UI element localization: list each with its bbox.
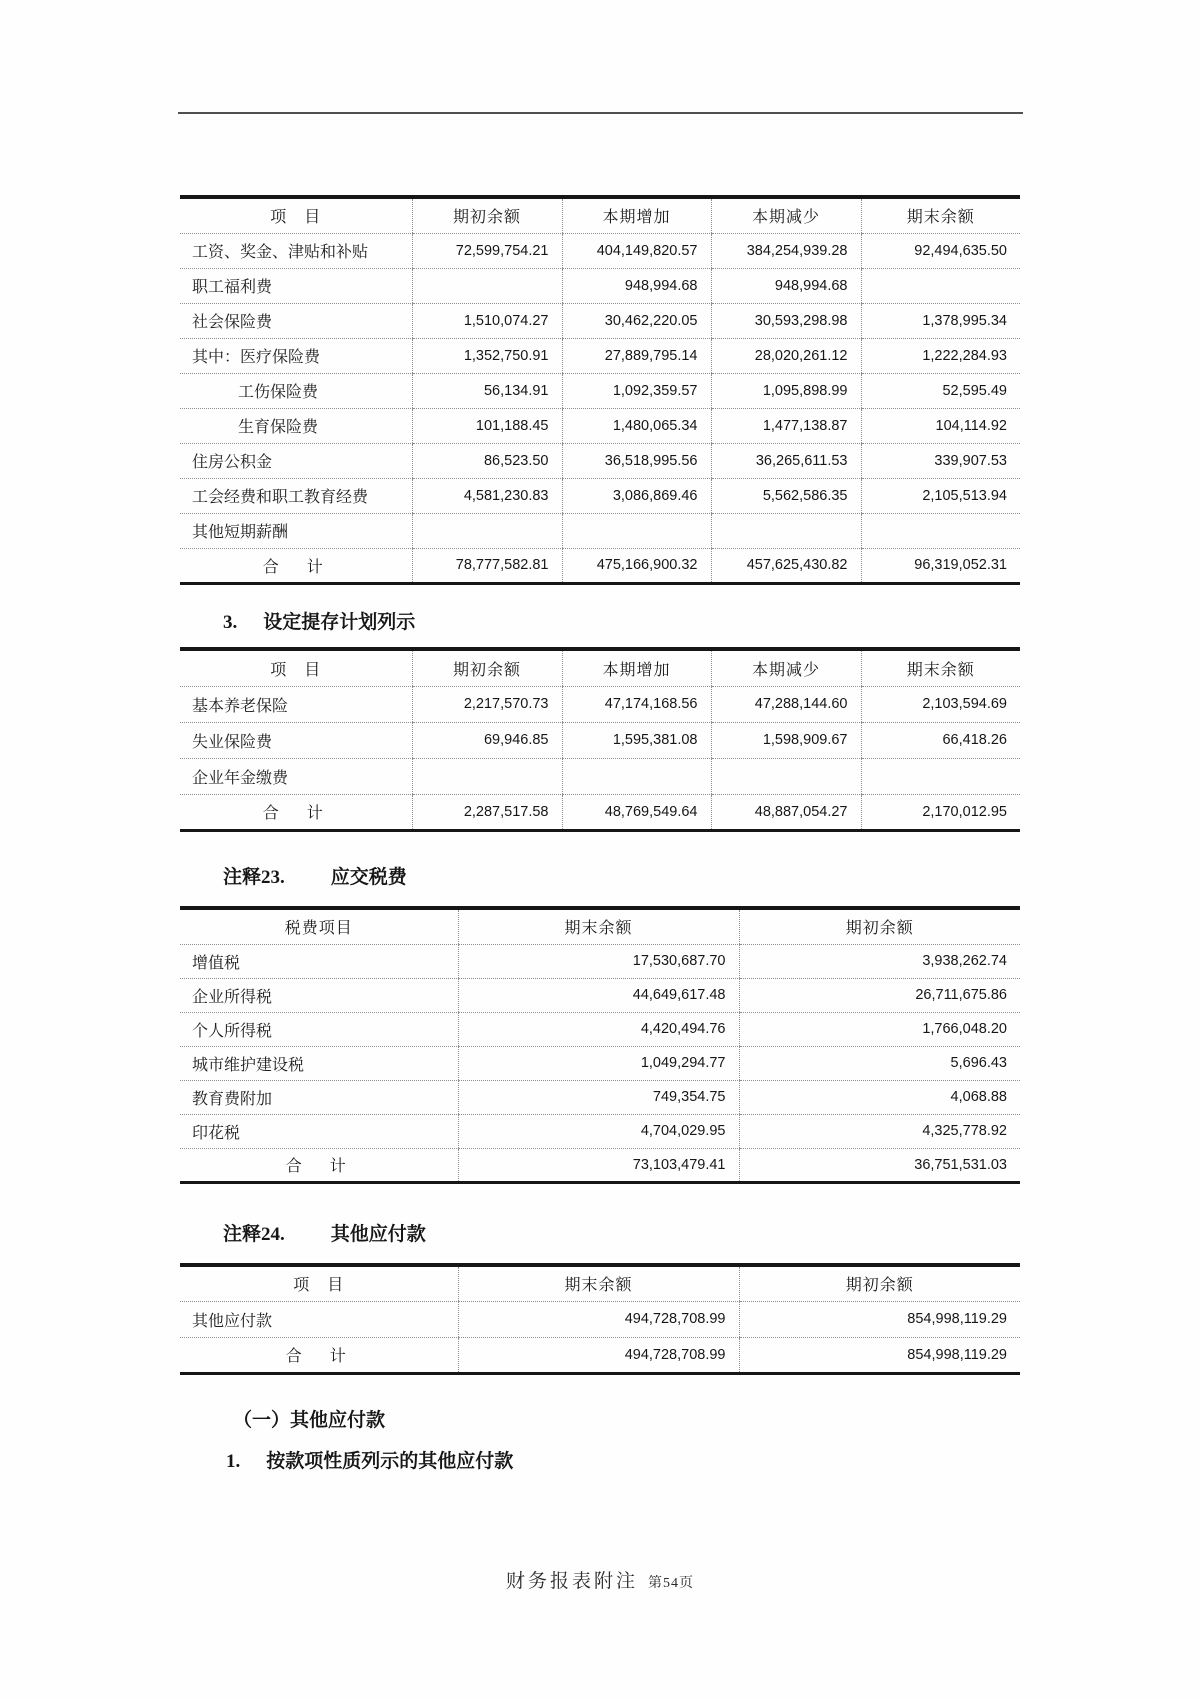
table-total-row <box>180 1148 1020 1182</box>
table-row <box>180 443 1020 478</box>
cell-value: 404,149,820.57 <box>562 233 711 268</box>
cell-value: 86,523.50 <box>412 443 562 478</box>
row-label: 工资、奖金、津贴和补贴 <box>180 233 412 268</box>
employee-compensation-table <box>180 195 1020 585</box>
note-24-heading <box>223 1219 426 1246</box>
column-header-opening-balance: 期初余额 <box>739 908 1020 944</box>
table-header-row <box>180 908 1020 944</box>
cell-value <box>861 758 1020 794</box>
cell-value: 28,020,261.12 <box>711 338 861 373</box>
cell-value: 3,086,869.46 <box>562 478 711 513</box>
cell-value: 1,510,074.27 <box>412 303 562 338</box>
note-title: 应交税费 <box>330 867 407 888</box>
cell-value: 48,769,549.64 <box>562 794 711 830</box>
row-label: 城市维护建设税 <box>180 1046 458 1080</box>
section-title: 设定提存计划列示 <box>263 612 416 633</box>
table-header-row <box>180 197 1020 233</box>
cell-value <box>711 758 861 794</box>
section-heading-defined-contribution <box>223 607 415 634</box>
cell-value: 2,287,517.58 <box>412 794 562 830</box>
cell-value: 101,188.45 <box>412 408 562 443</box>
cell-value: 2,105,513.94 <box>861 478 1020 513</box>
cell-value: 1,095,898.99 <box>711 373 861 408</box>
row-label: 工伤保险费 <box>180 373 412 408</box>
cell-value: 475,166,900.32 <box>562 548 711 583</box>
cell-value: 1,222,284.93 <box>861 338 1020 373</box>
table-body <box>180 233 1020 583</box>
table-total-row <box>180 794 1020 830</box>
row-label: 社会保险费 <box>180 303 412 338</box>
row-label: 住房公积金 <box>180 443 412 478</box>
cell-value: 44,649,617.48 <box>458 978 739 1012</box>
cell-value: 30,593,298.98 <box>711 303 861 338</box>
cell-value: 48,887,054.27 <box>711 794 861 830</box>
cell-value: 494,728,708.99 <box>458 1301 739 1337</box>
cell-value: 749,354.75 <box>458 1080 739 1114</box>
row-label: 工会经费和职工教育经费 <box>180 478 412 513</box>
row-label: 企业所得税 <box>180 978 458 1012</box>
row-label: 合 计 <box>180 1148 458 1182</box>
cell-value: 47,288,144.60 <box>711 686 861 722</box>
other-payables-table <box>180 1263 1020 1375</box>
row-label: 增值税 <box>180 944 458 978</box>
row-label: 失业保险费 <box>180 722 412 758</box>
cell-value: 1,598,909.67 <box>711 722 861 758</box>
cell-value: 2,103,594.69 <box>861 686 1020 722</box>
cell-value <box>412 268 562 303</box>
table-body <box>180 1301 1020 1373</box>
table-row <box>180 303 1020 338</box>
column-header-decrease: 本期减少 <box>711 197 861 233</box>
cell-value: 66,418.26 <box>861 722 1020 758</box>
cell-value: 5,696.43 <box>739 1046 1020 1080</box>
cell-value: 104,114.92 <box>861 408 1020 443</box>
table-row <box>180 408 1020 443</box>
cell-value: 494,728,708.99 <box>458 1337 739 1373</box>
cell-value: 17,530,687.70 <box>458 944 739 978</box>
cell-value: 36,751,531.03 <box>739 1148 1020 1182</box>
column-header-closing-balance: 期末余额 <box>458 1265 739 1301</box>
row-label: 其他短期薪酬 <box>180 513 412 548</box>
column-header-closing-balance: 期末余额 <box>458 908 739 944</box>
cell-value: 5,562,586.35 <box>711 478 861 513</box>
row-label: 个人所得税 <box>180 1012 458 1046</box>
column-header-tax-item: 税费项目 <box>180 908 458 944</box>
table-total-row <box>180 548 1020 583</box>
table-row <box>180 1012 1020 1046</box>
column-header-decrease: 本期减少 <box>711 649 861 686</box>
table-row <box>180 978 1020 1012</box>
cell-value: 948,994.68 <box>562 268 711 303</box>
defined-contribution-plan-table <box>180 647 1020 832</box>
table-row <box>180 1080 1020 1114</box>
note-23-heading <box>223 862 407 889</box>
row-label: 教育费附加 <box>180 1080 458 1114</box>
note-number: 注释23. <box>223 867 285 888</box>
cell-value: 384,254,939.28 <box>711 233 861 268</box>
table-row <box>180 338 1020 373</box>
cell-value: 2,170,012.95 <box>861 794 1020 830</box>
cell-value <box>711 513 861 548</box>
table-row <box>180 268 1020 303</box>
column-header-opening-balance: 期初余额 <box>739 1265 1020 1301</box>
footer-page-number: 第54页 <box>648 1576 694 1591</box>
table-row <box>180 722 1020 758</box>
column-header-item: 项 目 <box>180 1265 458 1301</box>
cell-value: 2,217,570.73 <box>412 686 562 722</box>
row-label: 生育保险费 <box>180 408 412 443</box>
cell-value: 47,174,168.56 <box>562 686 711 722</box>
table-body <box>180 944 1020 1182</box>
page-footer <box>0 1566 1200 1593</box>
cell-value: 339,907.53 <box>861 443 1020 478</box>
cell-value <box>861 513 1020 548</box>
cell-value: 26,711,675.86 <box>739 978 1020 1012</box>
table-row <box>180 1114 1020 1148</box>
cell-value: 4,420,494.76 <box>458 1012 739 1046</box>
cell-value: 457,625,430.82 <box>711 548 861 583</box>
row-label: 合 计 <box>180 548 412 583</box>
cell-value: 52,595.49 <box>861 373 1020 408</box>
table-row <box>180 944 1020 978</box>
table-header-row <box>180 1265 1020 1301</box>
cell-value: 3,938,262.74 <box>739 944 1020 978</box>
table-row <box>180 478 1020 513</box>
header-rule <box>178 112 1023 114</box>
table-row <box>180 513 1020 548</box>
row-label: 合 计 <box>180 794 412 830</box>
table-row <box>180 1301 1020 1337</box>
row-label: 基本养老保险 <box>180 686 412 722</box>
cell-value: 1,378,995.34 <box>861 303 1020 338</box>
row-label: 合 计 <box>180 1337 458 1373</box>
table-row <box>180 373 1020 408</box>
column-header-closing-balance: 期末余额 <box>861 197 1020 233</box>
cell-value: 27,889,795.14 <box>562 338 711 373</box>
cell-value: 92,494,635.50 <box>861 233 1020 268</box>
subsection-number: 1. <box>226 1451 241 1472</box>
cell-value: 73,103,479.41 <box>458 1148 739 1182</box>
cell-value <box>412 513 562 548</box>
cell-value: 56,134.91 <box>412 373 562 408</box>
column-header-item: 项 目 <box>180 197 412 233</box>
row-label: 职工福利费 <box>180 268 412 303</box>
cell-value: 4,581,230.83 <box>412 478 562 513</box>
subsection-title: 按款项性质列示的其他应付款 <box>266 1451 514 1472</box>
cell-value: 1,352,750.91 <box>412 338 562 373</box>
cell-value: 1,049,294.77 <box>458 1046 739 1080</box>
cell-value: 1,092,359.57 <box>562 373 711 408</box>
cell-value: 854,998,119.29 <box>739 1301 1020 1337</box>
column-header-increase: 本期增加 <box>562 197 711 233</box>
cell-value: 69,946.85 <box>412 722 562 758</box>
cell-value: 1,477,138.87 <box>711 408 861 443</box>
cell-value: 4,068.88 <box>739 1080 1020 1114</box>
row-label: 印花税 <box>180 1114 458 1148</box>
cell-value: 948,994.68 <box>711 268 861 303</box>
table-body <box>180 686 1020 830</box>
column-header-closing-balance: 期末余额 <box>861 649 1020 686</box>
cell-value: 36,265,611.53 <box>711 443 861 478</box>
table-header-row <box>180 649 1020 686</box>
cell-value <box>861 268 1020 303</box>
cell-value: 72,599,754.21 <box>412 233 562 268</box>
cell-value <box>412 758 562 794</box>
taxes-payable-table <box>180 906 1020 1184</box>
subsection-heading-by-nature <box>226 1446 513 1473</box>
cell-value <box>562 513 711 548</box>
row-label: 其中：医疗保险费 <box>180 338 412 373</box>
cell-value: 30,462,220.05 <box>562 303 711 338</box>
table-row <box>180 1046 1020 1080</box>
footer-title: 财务报表附注 <box>505 1571 638 1592</box>
table-row <box>180 233 1020 268</box>
cell-value: 1,766,048.20 <box>739 1012 1020 1046</box>
note-number: 注释24. <box>223 1224 285 1245</box>
table-total-row <box>180 1337 1020 1373</box>
table-row <box>180 686 1020 722</box>
row-label: 其他应付款 <box>180 1301 458 1337</box>
subsection-heading-other-payables <box>233 1405 385 1432</box>
cell-value: 1,480,065.34 <box>562 408 711 443</box>
note-title: 其他应付款 <box>330 1224 426 1245</box>
cell-value: 1,595,381.08 <box>562 722 711 758</box>
column-header-opening-balance: 期初余额 <box>412 649 562 686</box>
cell-value: 4,325,778.92 <box>739 1114 1020 1148</box>
column-header-item: 项 目 <box>180 649 412 686</box>
section-number: 3. <box>223 612 238 633</box>
cell-value: 96,319,052.31 <box>861 548 1020 583</box>
cell-value: 4,704,029.95 <box>458 1114 739 1148</box>
cell-value: 854,998,119.29 <box>739 1337 1020 1373</box>
subsection-title: （一）其他应付款 <box>233 1410 386 1431</box>
cell-value: 36,518,995.56 <box>562 443 711 478</box>
table-row <box>180 758 1020 794</box>
column-header-opening-balance: 期初余额 <box>412 197 562 233</box>
column-header-increase: 本期增加 <box>562 649 711 686</box>
cell-value: 78,777,582.81 <box>412 548 562 583</box>
cell-value <box>562 758 711 794</box>
row-label: 企业年金缴费 <box>180 758 412 794</box>
